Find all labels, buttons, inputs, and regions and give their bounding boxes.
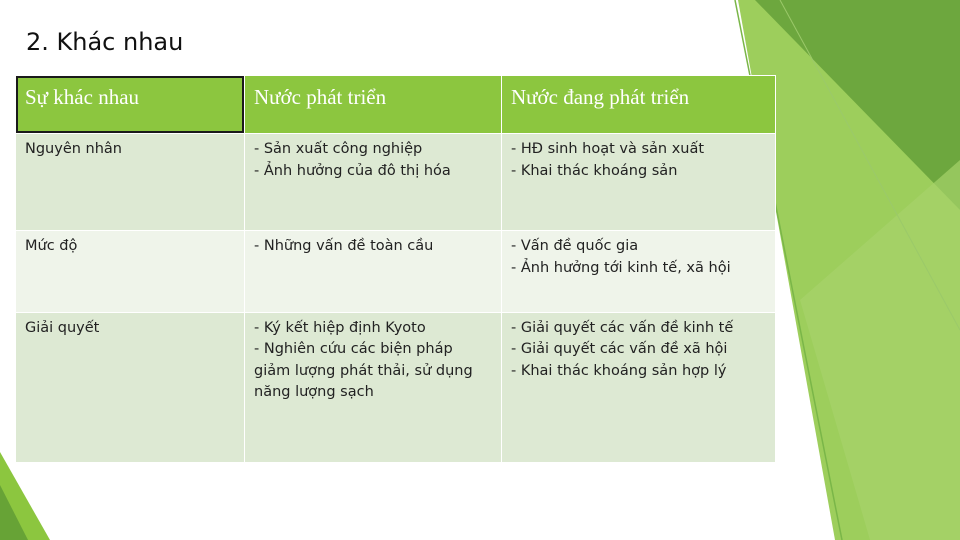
row-label: Giải quyết xyxy=(25,319,100,336)
cell-line: - Giải quyết các vấn đề xã hội xyxy=(511,341,728,358)
developed-cell xyxy=(245,134,502,231)
cell-line: - Ký kết hiệp định Kyoto xyxy=(254,319,426,336)
row-label-cell xyxy=(16,312,245,462)
slide-title: 2. Khác nhau xyxy=(26,28,184,56)
table-row xyxy=(16,231,776,312)
table-row xyxy=(16,134,776,231)
header-label: Nước phát triển xyxy=(254,85,387,109)
table-header-row xyxy=(16,76,776,134)
header-label: Sự khác nhau xyxy=(25,85,140,109)
comparison-table xyxy=(15,75,776,463)
cell-line: - Khai thác khoáng sản hợp lý xyxy=(511,362,727,379)
header-cell-developed xyxy=(245,76,502,134)
row-label-cell xyxy=(16,134,245,231)
cell-line: - HĐ sinh hoạt và sản xuất xyxy=(511,141,705,157)
header-label: Nước đang phát triển xyxy=(511,85,690,109)
cell-line: - Những vấn đề toàn cầu xyxy=(254,238,434,255)
row-label: Mức độ xyxy=(25,238,78,255)
table-row xyxy=(16,312,776,462)
cell-line: - Vấn đề quốc gia xyxy=(511,238,639,255)
cell-line: - Ảnh hưởng tới kinh tế, xã hội xyxy=(511,259,731,276)
cell-line: - Nghiên cứu các biện pháp giảm lượng phát thải, sử dụng năng lượng sạch xyxy=(254,341,473,401)
header-cell-developing xyxy=(502,76,776,134)
row-label: Nguyên nhân xyxy=(25,141,122,157)
row-label-cell xyxy=(16,231,245,312)
cell-line: - Giải quyết các vấn đề kinh tế xyxy=(511,319,734,336)
cell-line: - Sản xuất công nghiệp xyxy=(254,141,423,157)
cell-line: - Khai thác khoáng sản xyxy=(511,162,678,179)
developing-cell xyxy=(502,312,776,462)
developing-cell xyxy=(502,134,776,231)
developed-cell xyxy=(245,312,502,462)
developing-cell xyxy=(502,231,776,312)
cell-line: - Ảnh hưởng của đô thị hóa xyxy=(254,162,451,179)
header-cell-criteria xyxy=(16,76,245,134)
developed-cell xyxy=(245,231,502,312)
